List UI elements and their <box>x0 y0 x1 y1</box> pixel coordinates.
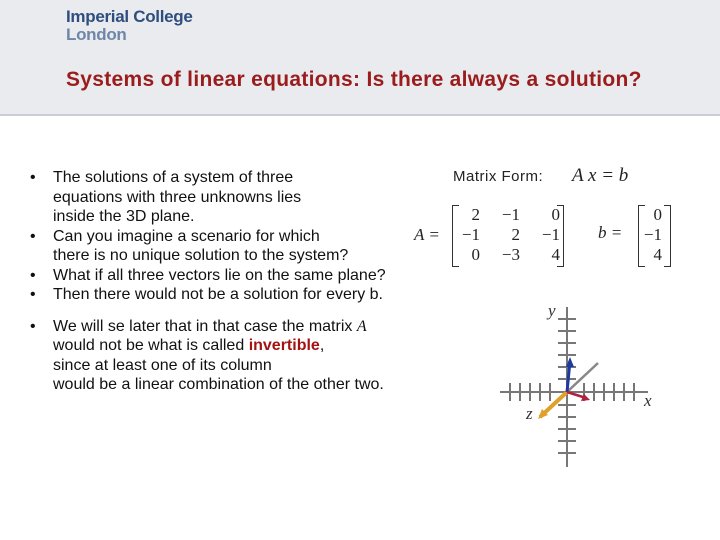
vector-b-right-bracket <box>664 205 671 267</box>
bullet-dot: • <box>30 227 36 245</box>
vector-cell: −1 <box>643 225 662 244</box>
matrix-cell: 2 <box>471 205 480 224</box>
highlight-invertible: invertible <box>248 337 320 354</box>
matrix-cell: 0 <box>551 205 560 224</box>
bullet-dot: • <box>30 286 36 303</box>
imperial-college-logo <box>66 8 193 44</box>
matrix-cell: −1 <box>541 225 560 244</box>
bullet-text: inside the 3D plane. <box>53 208 195 225</box>
bullet-item <box>30 285 440 305</box>
vector-cell: 0 <box>653 205 662 224</box>
logo-line-2: London <box>66 25 127 44</box>
bullet-text: The solutions of a system of three <box>53 169 294 186</box>
bullet-item <box>30 168 440 227</box>
bullet-item <box>30 317 440 395</box>
bullet-text: there is no unique solution to the system? <box>53 247 349 264</box>
bullet-text: What if all three vectors lie on the same plane? <box>53 266 386 284</box>
bullet-text-part: would not be what is called <box>53 337 245 354</box>
logo-line-1: Imperial College <box>66 7 193 26</box>
matrix-cell: 0 <box>471 245 480 264</box>
x-axis-label: x <box>644 391 652 410</box>
bullet-text-part: , <box>319 337 325 354</box>
vector-cell: 4 <box>653 245 662 264</box>
bullet-dot: • <box>30 266 36 284</box>
y-axis-label: y <box>548 301 556 320</box>
matrix-form-label: Matrix Form: <box>453 168 544 185</box>
bullet-text <box>53 317 440 337</box>
matrix-equation: A x = b <box>572 165 629 186</box>
header-bar <box>0 0 720 116</box>
bullet-dot: • <box>30 169 36 186</box>
bullet-text <box>53 336 440 356</box>
vector-b-name: b = <box>598 223 623 242</box>
bullet-text: Can you imagine a scenario for which <box>53 227 320 245</box>
bullet-text: Then there would not be a solution for every b. <box>53 286 383 303</box>
matrix-cell: 2 <box>511 225 520 244</box>
matrix-cell: −3 <box>501 245 520 264</box>
bullet-text: would be a linear combination of the other two. <box>53 376 384 393</box>
bullet-item <box>30 266 440 286</box>
bullet-text: equations with three unknowns lies <box>53 188 302 206</box>
matrix-a <box>414 203 574 269</box>
matrix-cell: −1 <box>501 205 520 224</box>
matrix-symbol: A <box>356 317 367 335</box>
axes-diagram <box>470 295 700 485</box>
slide-title: Systems of linear equations: Is there always a solution? <box>66 68 642 91</box>
z-axis-label: z <box>526 404 533 423</box>
matrix-cell: 4 <box>551 245 560 264</box>
bullet-text: since at least one of its column <box>53 356 272 374</box>
bullet-item <box>30 227 440 266</box>
matrix-cell: −1 <box>461 225 480 244</box>
bullet-text-part: We will se later that in that case the matrix <box>53 317 353 335</box>
matrix-a-name: A = <box>414 225 440 244</box>
bullet-dot: • <box>30 317 36 335</box>
vector-b <box>598 203 678 269</box>
bullet-list <box>30 168 440 395</box>
